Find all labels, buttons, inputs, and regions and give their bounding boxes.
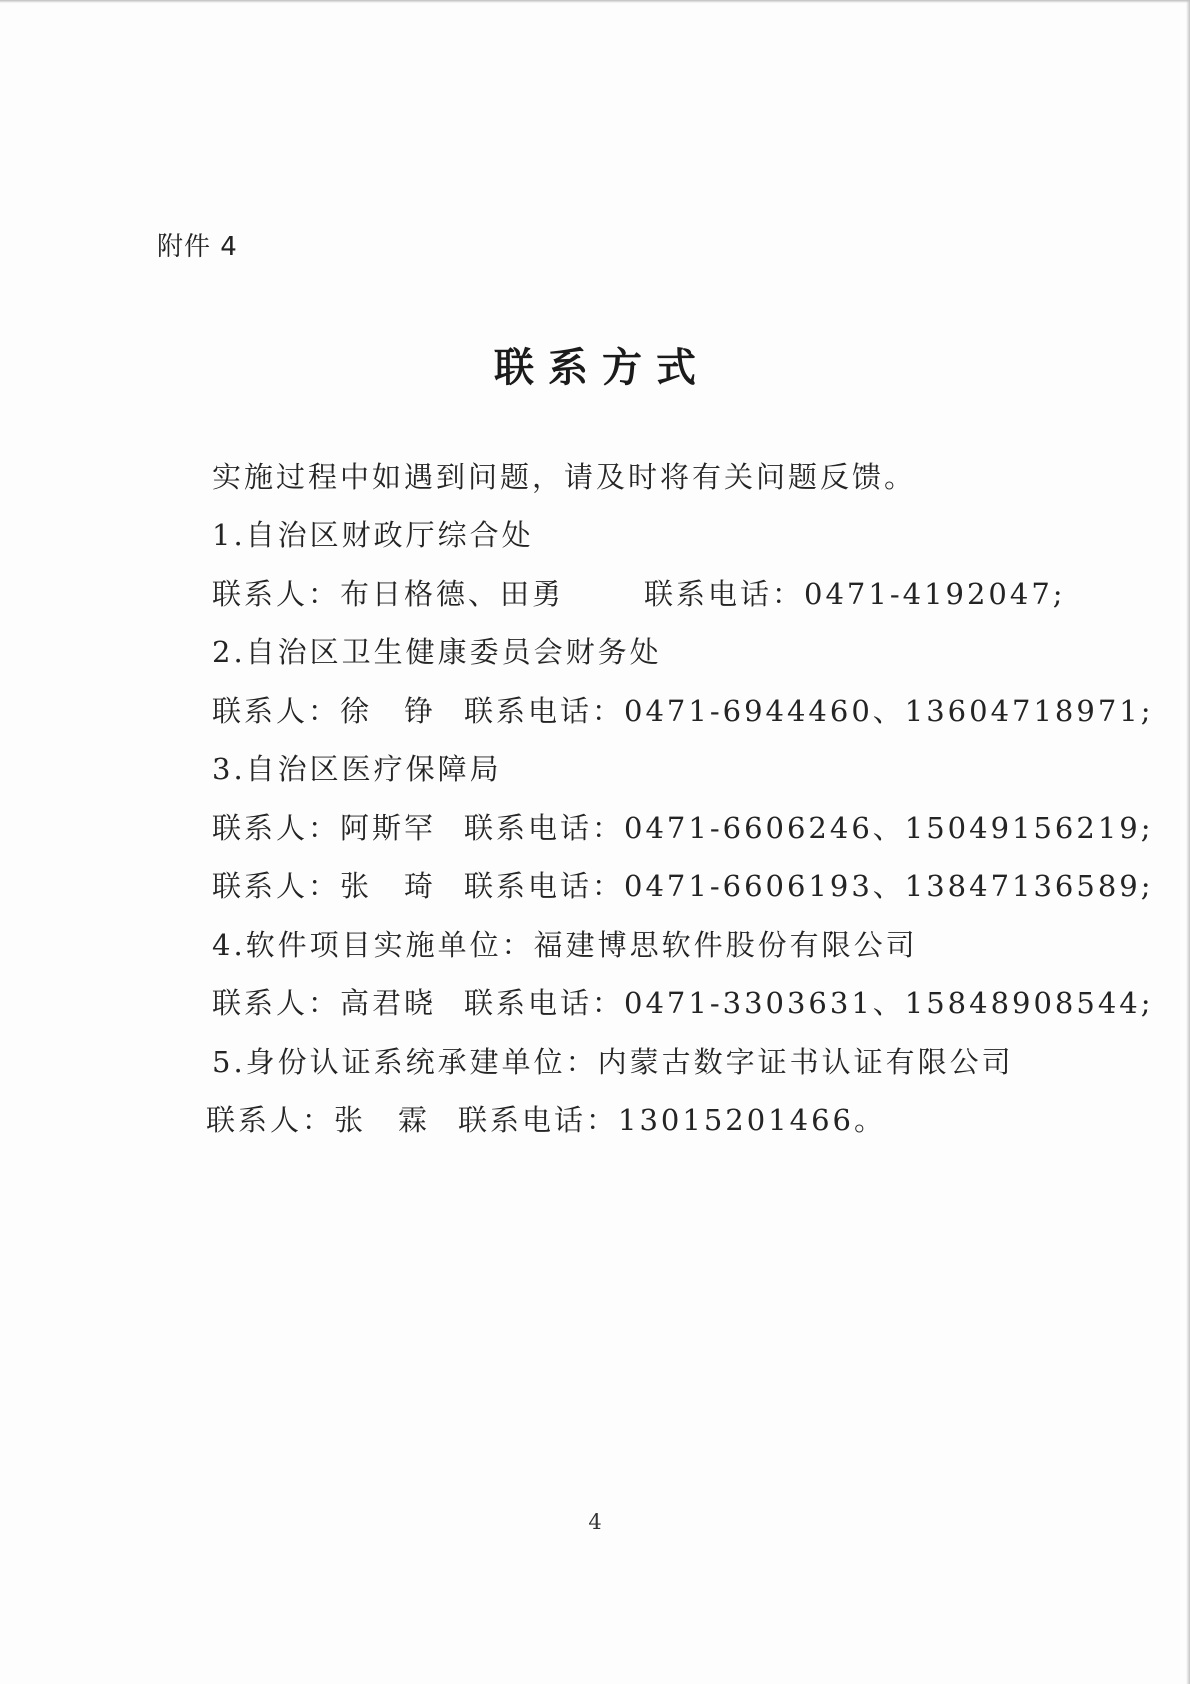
contact-phone: 联系电话：0471-4192047;	[644, 577, 1066, 611]
page-number: 4	[588, 1510, 602, 1534]
contact-line	[212, 572, 1066, 613]
section-heading-1: 1.自治区财政厅综合处	[212, 518, 534, 552]
contact-person: 联系人：徐 铮	[212, 694, 437, 728]
section-heading-3: 3.自治区医疗保障局	[212, 752, 502, 786]
contact-person: 联系人：阿斯罕	[212, 811, 437, 845]
page-title: 联系方式	[494, 344, 710, 391]
scan-edge-right	[1186, 0, 1190, 1684]
contact-line	[206, 1098, 886, 1139]
contact-line	[212, 806, 1154, 847]
contact-person: 联系人：布日格德、田勇	[212, 577, 565, 611]
contact-phone: 联系电话：13015201466。	[458, 1103, 886, 1137]
section-heading-4: 4.软件项目实施单位：福建博思软件股份有限公司	[212, 928, 918, 962]
contact-phone: 联系电话：0471-6944460、13604718971;	[464, 694, 1154, 728]
section-heading-5: 5.身份认证系统承建单位：内蒙古数字证书认证有限公司	[212, 1045, 1014, 1079]
intro-paragraph: 实施过程中如遇到问题，请及时将有关问题反馈。	[212, 460, 917, 494]
contact-person: 联系人：高君晓	[212, 986, 437, 1020]
contact-person: 联系人：张 霖	[206, 1103, 431, 1137]
contact-line	[212, 981, 1154, 1022]
section-heading-2: 2.自治区卫生健康委员会财务处	[212, 635, 662, 669]
scan-edge-top	[0, 0, 1190, 3]
attachment-label: 附件 4	[157, 232, 238, 262]
contact-phone: 联系电话：0471-3303631、15848908544;	[464, 986, 1154, 1020]
contact-line	[212, 864, 1154, 905]
contact-phone: 联系电话：0471-6606246、15049156219;	[464, 811, 1154, 845]
contact-phone: 联系电话：0471-6606193、13847136589;	[464, 869, 1154, 903]
contact-person: 联系人：张 琦	[212, 869, 437, 903]
contact-line	[212, 689, 1154, 730]
